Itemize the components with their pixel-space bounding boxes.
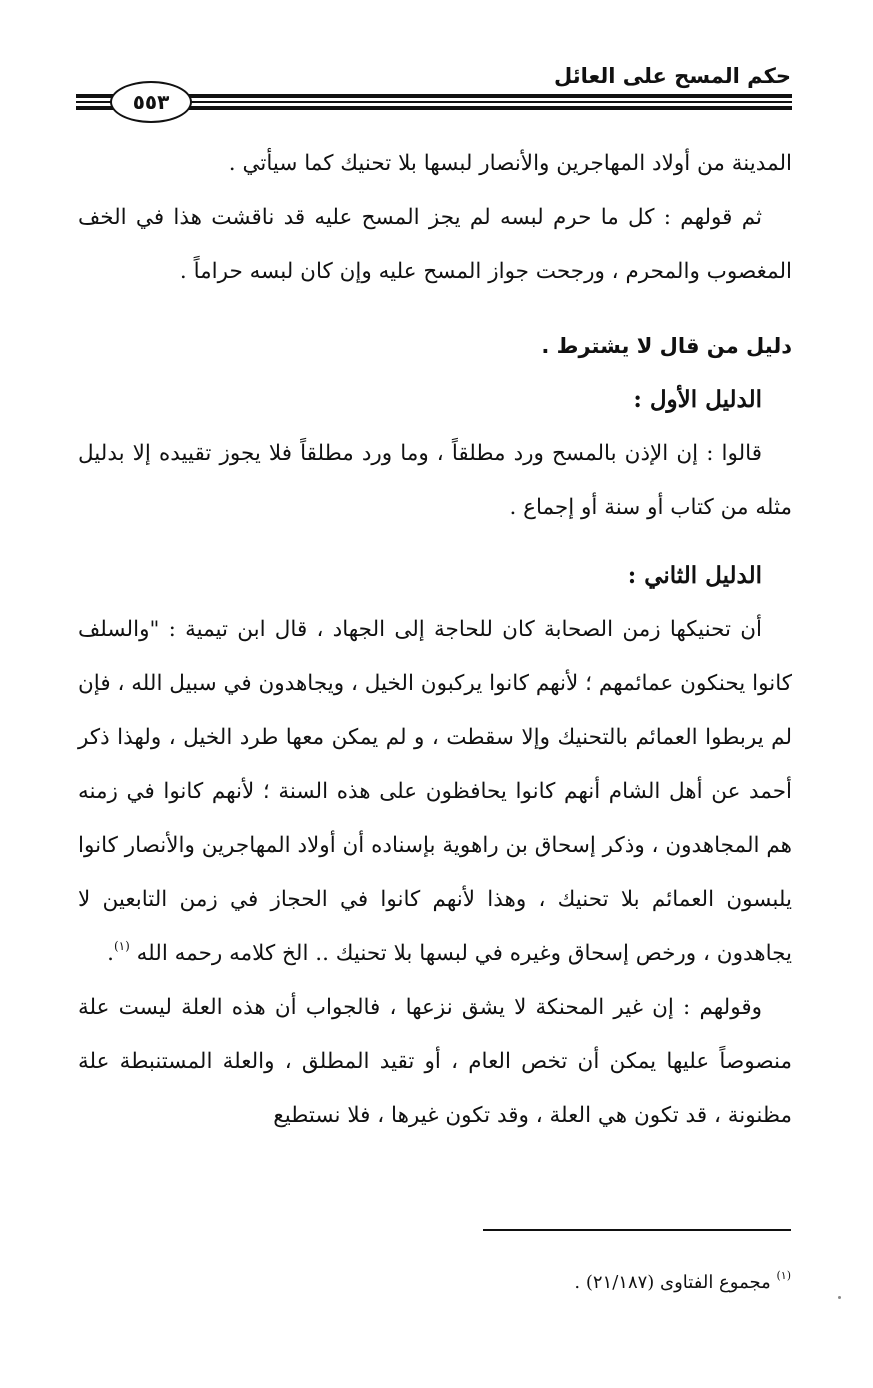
full-stop: . [107,941,114,966]
paragraph: قالوا : إن الإذن بالمسح ورد مطلقاً ، وما ورد مطلقاً فلا يجوز تقييده إلا بدليل مثله من كتاب أو سنة أو إجماع . [78,441,792,520]
quote-text: أن تحنيكها زمن الصحابة كان للحاجة إلى الجهاد ، قال ابن تيمية : "والسلف كانوا يحنكون عمائمهم ؛ لأنهم كانوا يركبون الخيل ، ويجاهدون في سبيل الله ، فإن لم يربطوا العمائم بالتحنيك وإلا سقطت ، و لم يمكن معها طرد الخيل ، ولهذا ذكر أحمد عن أهل الشام أنهم كانوا يحافظون على هذه السنة ؛ لأنهم كانوا في زمنه هم المجاهدون ، وذكر إسحاق بن راهوية بإسناده أن أولاد المهاجرين والأنصار كانوا يلبسون العمائم بلا تحنيك ، وهذا لأنهم كانوا في الحجاز في زمن التابعين لا يجاهدون ، ورخص إسحاق وغيره في لبسها بلا تحنيك .. الخ كلامه رحمه الله [78,617,792,966]
page-number: ٥٥٣ [110,81,192,123]
footnote-mark: (١) [776,1269,791,1282]
second-evidence-heading: الدليل الثاني : [627,562,762,589]
paragraph: ثم قولهم : كل ما حرم لبسه لم يجز المسح عليه قد ناقشت هذا في الخف المغصوب والمحرم ، ورجحت جواز المسح عليه وإن كان لبسه حراماً . [78,205,792,284]
body-text [78,137,792,1143]
paragraph: المدينة من أولاد المهاجرين والأنصار لبسها بلا تحنيك كما سيأتي . [228,151,792,176]
scan-speck [838,1296,841,1299]
footnote [574,1262,791,1297]
section-heading: دليل من قال لا يشترط . [541,334,792,358]
footnote-text: مجموع الفتاوى (٢١/١٨٧) . [574,1272,771,1293]
paragraph: وقولهم : إن غير المحنكة لا يشق نزعها ، فالجواب أن هذه العلة ليست علة منصوصاً عليها يمكن أن تخص العام ، أو تقيد المطلق ، والعلة المستنبطة علة مظنونة ، قد تكون هي العلة ، وقد تكون غيرها ، فلا نستطيع [78,995,792,1128]
first-evidence-heading: الدليل الأول : [633,386,762,413]
paragraph-with-quote [78,603,792,981]
footnote-separator [483,1229,791,1231]
footnote-reference: (١) [113,939,130,953]
running-title: حكم المسح على العائل [553,64,791,88]
